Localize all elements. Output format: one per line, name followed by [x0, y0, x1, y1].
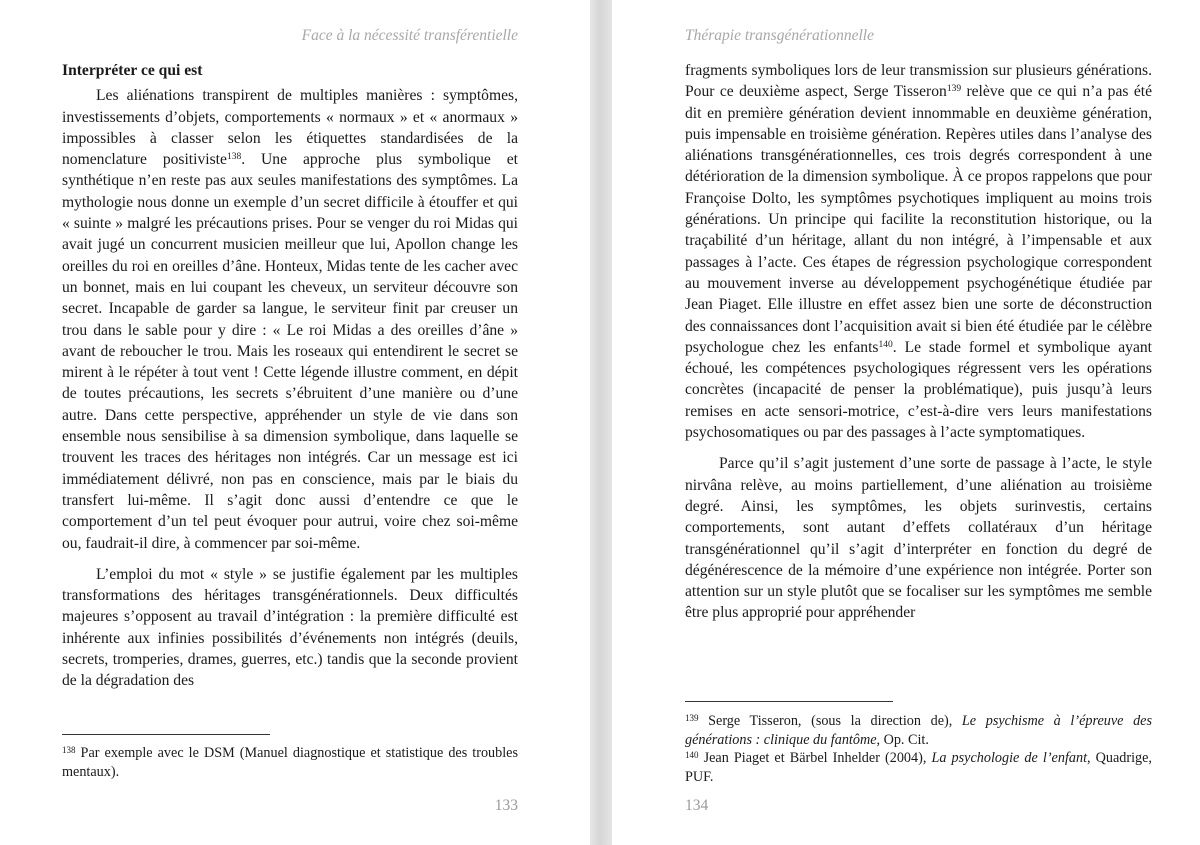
text-run: . Le stade formel et symbolique ayant échoué, les compétences psychologiques régressent vers les opérations concrètes (incapacité de penser la problématique), puis jusqu’à leurs remises en acte sensori-motrice, c’est-à-dire vers leurs manifestations psychosomatiques ou par des passages à l’acte symptomatiques. [685, 338, 1152, 442]
footnote-title: Le psychisme à l’épreuve des générations : clinique du fantôme [685, 713, 1152, 748]
right-running-head: Thérapie transgénérationnelle [685, 27, 874, 44]
footnote-number: 140 [685, 750, 699, 760]
footnote-text: Jean Piaget et Bärbel Inhelder (2004), [698, 750, 932, 766]
text-run: Les aliénations transpirent de multiples manières : symptômes, investissements d’objets, comportements « normaux » et « anormaux » impossibles à classer selon les étiquettes standardisées de la nomenclature positiviste [62, 87, 518, 169]
text-run: relève que ce qui n’a pas été dit en première génération devient innommable en deuxième génération, puis impensable en troisième génération. Repères utiles dans l’analyse des aliénations transgénérationnelles, ces trois degrés correspondent à une détérioration de la dimension symbolique. À ce propos rappelons que pour Françoise Dolto, les symptômes psychotiques impliquent au moins trois générations. Un principe qui facilite la reconstitution historique, ou la traçabilité d’un héritage, allant du non intégré, à l’impensable et aux passages à l’acte. Ces étapes de régression psychologique correspondent au mouvement inverse au développement psychogénétique étudiée par Jean Piaget. Elle illustre en effet assez bien une sorte de déconstruction des connaissances dont l’acquisition avait si bien été étudiée par le célèbre psychologue chez les enfants [685, 83, 1153, 356]
left-paragraph-2: L’emploi du mot « style » se justifie également par les multiples transformations des héritages transgénérationnels. Deux difficultés majeures s’opposent au travail d’intégration : la première difficulté est inhérente aux infinies possibilités d’événements non intégrés (deuils, secrets, tromperies, drames, guerres, etc.) tandis que la seconde provient de la dégradation des [62, 565, 518, 690]
left-page [0, 0, 590, 845]
left-footnotes [62, 744, 518, 781]
footnote-ref-138[interactable]: 138 [226, 152, 242, 163]
footnote-140 [685, 749, 1152, 786]
section-heading: Interpréter ce qui est [62, 62, 203, 79]
footnote-number: 138 [62, 745, 76, 755]
right-paragraph-2: Parce qu’il s’agit justement d’une sorte de passage à l’acte, le style nirvâna relève, au moins partiellement, d’une aliénation au troisième degré. Ainsi, les symptômes, les objets surinvestis, certains comportements, sont autant d’effets collatéraux d’un héritage transgénérationnel qu’il s’agit d’interpréter en fonction du degré de dégénérescence de la mémoire d’une expérience non intégrée. Porter son attention sur un style plutôt que se focaliser sur les symptômes me semble être plus approprié pour appréhender [685, 455, 1152, 622]
left-paragraph-1 [62, 85, 518, 554]
footnote-separator [62, 734, 270, 735]
footnote-text: , Op. Cit. [876, 731, 929, 748]
right-page-body [685, 60, 1152, 624]
text-run: fragments symboliques lors de leur transmission sur plusieurs générations. Pour ce deuxième aspect, Serge Tisseron [685, 62, 1152, 101]
footnote-text: Par exemple avec le DSM (Manuel diagnostique et statistique des troubles mentaux). [62, 745, 518, 780]
footnote-ref-140[interactable]: 140 [878, 339, 893, 350]
footnote-title: La psychologie de l’enfant [931, 750, 1088, 766]
left-page-number: 133 [494, 797, 518, 814]
text-run: . Une approche plus symbolique et synthétique n’en reste pas aux seules manifestations des symptômes. La mythologie nous donne un exemple d’un secret difficile à étouffer et qui « suinte » malgré les précautions prises. Pour se venger du roi Midas qui avait jugé un concurrent musicien meilleur que lui, Apollon change les oreilles du roi en oreilles d’âne. Honteux, Midas tente de les cacher avec un bonnet, mais en lui coupant les cheveux, un serviteur découvre son secret. Incapable de garder sa langue, le serviteur finit par creuser un trou dans le sable pour y dire : « Le roi Midas a des oreilles d’âne » avant de reboucher le trou. Mais les roseaux qui entendirent le secret se mirent à le répéter à tout vent ! Cette légende illustre comment, en dépit de toutes précautions, les secrets s’ébruitent d’une manière ou d’une autre. Dans cette perspective, appréhender un style de vie dans son ensemble nous sensibilise à sa dimension symbolique, dans laquelle se trouvent les traces des héritages non intégrés. Car un message est ici immédiatement délivré, non pas en conscience, mais par le biais du transfert lui-même. Il s’agit donc aussi d’entendre ce que le comportement d’un tel peut évoquer pour autrui, voire chez soi-même ou, faudrait-il dire, à commencer par soi-même. [62, 151, 519, 552]
right-footnotes [685, 712, 1152, 786]
right-paragraph-1 [685, 60, 1152, 443]
footnote-139 [685, 712, 1152, 749]
book-gutter [590, 0, 612, 845]
footnote-separator [685, 701, 893, 702]
footnote-138 [62, 744, 518, 781]
left-page-body [62, 60, 518, 692]
footnote-ref-139[interactable]: 139 [946, 84, 962, 95]
footnote-number: 139 [685, 713, 699, 723]
right-page-number: 134 [685, 797, 709, 814]
left-running-head: Face à la nécessité transférentielle [301, 27, 518, 44]
footnote-text: Serge Tisseron, (sous la direction de), [698, 713, 962, 729]
footnote-text: , Quadrige, PUF. [685, 750, 1152, 785]
right-page [612, 0, 1200, 845]
